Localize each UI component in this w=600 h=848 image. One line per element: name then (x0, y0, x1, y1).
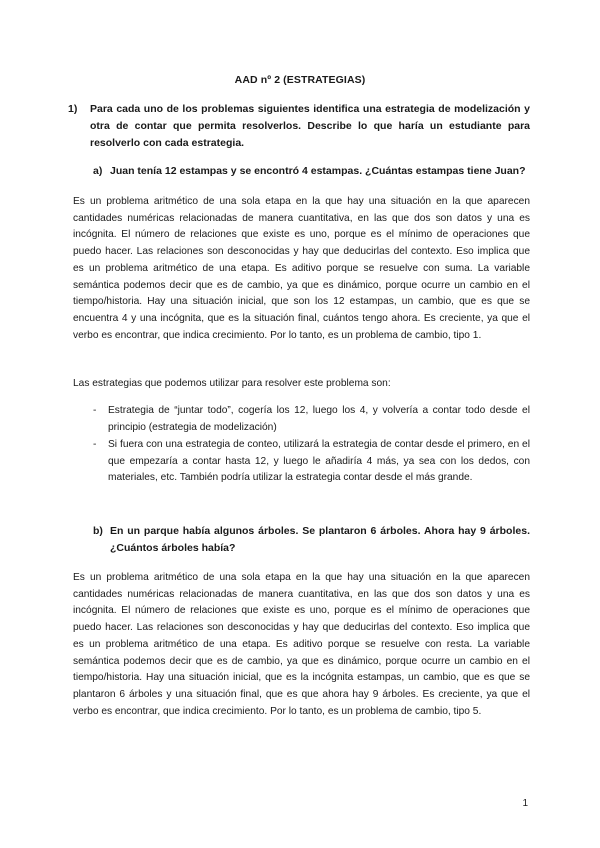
paragraph-a-analysis: Es un problema aritmético de una sola etapa en la que hay una situación en la que aparecen cantidades numéricas relacionadas de manera cuantitativa, en las que dos son datos y una es incógnita. El número de relaciones que existe es uno, porque es el mínimo de operaciones que puedo hacer. Las relaciones son desconocidas y hay que deducirlas del contexto. Eso implica que es un problema aritmético de una etapa. Es aditivo porque se resuelve con suma. La variable semántica podemos decir que es de cambio, ya que es dinámico, porque ocurre un cambio en el tiempo/historia. Hay una situación inicial, que son los 12 estampas, un cambio, que es que se encuentra 4 y una incógnita, que es la situación final, cuántos tengo ahora. Es creciente, ya que el verbo es encontrar, que indica crecimiento. Por lo tanto, es un problema de cambio, tipo 1. (73, 196, 530, 341)
subquestion-b-statement: En un parque había algunos árboles. Se plantaron 6 árboles. Ahora hay 9 árboles. ¿Cuántos árboles había? (110, 525, 530, 554)
bullet-2-dash: - (93, 439, 97, 450)
page-number: 1 (522, 798, 528, 809)
bullet-1-text: Estrategia de “juntar todo”, cogería los 12, luego los 4, y volvería a contar todo desde el principio (estrategia de modelización) (108, 405, 530, 433)
strategies-intro: Las estrategias que podemos utilizar para resolver este problema son: (73, 378, 391, 389)
subquestion-a-statement: Juan tenía 12 estampas y se encontró 4 estampas. ¿Cuántas estampas tiene Juan? (110, 165, 526, 177)
document-title: AAD nº 2 (ESTRATEGIAS) (234, 74, 366, 86)
subquestion-b-letter: b) (93, 525, 103, 537)
question-1-number: 1) (68, 103, 78, 115)
subquestion-a-letter: a) (93, 165, 103, 177)
bullet-2-text: Si fuera con una estrategia de conteo, utilizará la estrategia de contar desde el primero, en el que empezaría a contar hasta 12, y luego le añadiría 4 más, ya sea con los dedos, con materiales, etc. También podría utilizar la estrategia contar desde el más grande. (108, 439, 530, 484)
bullet-1-dash: - (93, 405, 97, 416)
question-1-statement: Para cada uno de los problemas siguientes identifica una estrategia de modelización y otra de contar que permita resolverlos. Describe lo que haría un estudiante para resolverlo con cada estrategia. (90, 103, 530, 149)
paragraph-b-analysis: Es un problema aritmético de una sola etapa en la que hay una situación en la que aparecen cantidades numéricas relacionadas de manera cuantitativa, en las que dos son datos y una es incógnita. El número de relaciones que existe es uno, porque es el mínimo de operaciones que puedo hacer. Las relaciones son desconocidas y hay que deducirlas del contexto. Eso implica que es un problema aritmético de una etapa. Es aditivo porque se resuelve con resta. La variable semántica podemos decir que es de cambio, ya que es dinámico, porque ocurre un cambio en el tiempo/historia. Hay una situación inicial, que es la incógnita estampas, un cambio, que es que se plantaron 6 árboles y una situación final, que es que ahora hay 9 árboles. Es creciente, ya que el verbo es encontrar, que indica crecimiento. Por lo tanto, es un problema de cambio, tipo 5. (73, 572, 530, 717)
